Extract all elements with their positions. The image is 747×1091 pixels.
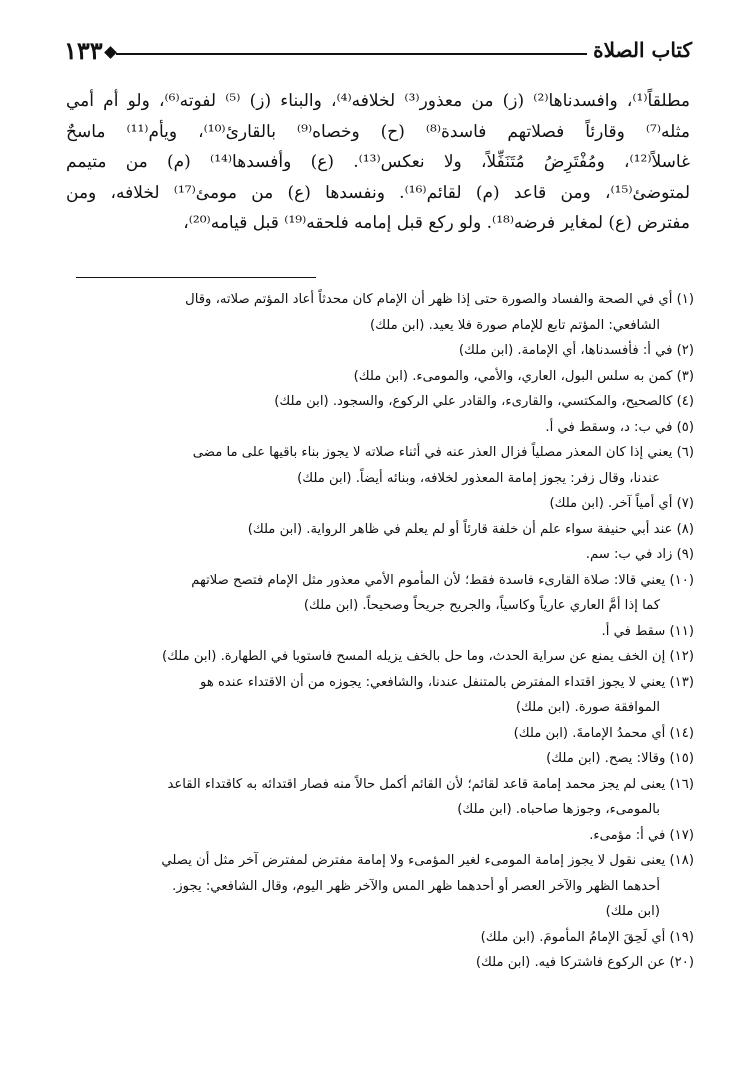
main-text-line: مفترض (ع) لمغاير فرضه⁽¹⁸⁾. ولو ركع قبل إمامه فلحقه⁽¹⁹⁾ قبل قيامه⁽²⁰⁾،	[183, 213, 690, 233]
footnote-3: (٣) كمن به سلس البول، العاري، والأمي، والمومىء. (ابن ملك)	[353, 368, 694, 384]
main-text-line: لمتوضئ⁽¹⁵⁾، ومن قاعد (م) لقائم⁽¹⁶⁾. ونفسدها (ع) من مومئ⁽¹⁷⁾ لخلافه، ومن	[66, 182, 690, 203]
page-header	[64, 36, 692, 66]
footnote-6: (٦) يعني إذا كان المعذر مصلياً فزال العذر عنه في أثناء صلاته لا يجوز بناء باقيها على ما مضى	[192, 445, 694, 460]
main-text-line: مثله⁽⁷⁾ وقارئاً فصلاتهم فاسدة⁽⁸⁾ (ح) وخصاه⁽⁹⁾ بالقارئ⁽¹⁰⁾، ويأم⁽¹¹⁾ ماسحٌ	[66, 121, 690, 142]
footnote-4: (٤) كالصحيح، والمكتسي، والقارىء، والقادر علي الركوع، والسجود. (ابن ملك)	[274, 394, 694, 409]
footnote-15: (١٥) وقالا: يصح. (ابن ملك)	[546, 751, 694, 766]
footnote-1-cont: الشافعي: المؤتم تابع للإمام صورة فلا يعيد. (ابن ملك)	[370, 317, 660, 333]
footnote-10: (١٠) يعني قالا: صلاة القارىء فاسدة فقط؛ لأن المأموم الأمي معذور مثل الإمام فتصح صلاتهم	[191, 572, 694, 588]
footnote-separator	[76, 277, 316, 278]
footnote-5: (٥) في ب: د، وسقط في أ.	[545, 419, 694, 435]
diamond-ornament-left-icon	[104, 46, 117, 59]
footnote-6-cont: عندنا، وقال زفر: يجوز إمامة المعذور لخلافه، وبنائه أيضاً. (ابن ملك)	[297, 470, 660, 486]
footnote-20: (٢٠) عن الركوع فاشتركا فيه. (ابن ملك)	[475, 955, 694, 970]
footnotes	[66, 287, 694, 976]
footnote-19: (١٩) أي لَحِقَ الإمامُ المأمومَ. (ابن ملك)	[480, 929, 694, 945]
footnote-17: (١٧) في أ: مؤمىء.	[589, 827, 694, 843]
header-rule	[116, 53, 640, 55]
footnote-8: (٨) عند أبي حنيفة سواء علم أن خلفة قارئاً أو لم يعلم في ظاهر الرواية. (ابن ملك)	[247, 521, 694, 537]
main-text-line: غاسلاً⁽¹²⁾، ومُفْتَرِضُ مُتَنَفِّلاً، ولا نعكس⁽¹³⁾. (ع) وأفسدها⁽¹⁴⁾ (م) من متيمم	[66, 152, 690, 172]
footnote-13: (١٣) يعني لا يجوز اقتداء المفترض بالمتنفل عندنا، والشافعي: يجوزه من أن الاقتداء عنده هو	[200, 674, 694, 690]
footnote-11: (١١) سقط في أ.	[601, 623, 694, 639]
footnote-9: (٩) زاد في ب: سم.	[585, 547, 694, 562]
footnote-18-cont: أحدهما الظهر والآخر العصر أو أحدهما ظهر المس والآخر ظهر اليوم، وقال الشافعي: يجوز.	[172, 878, 660, 894]
footnote-14: (١٤) أي محمدُ الإمامةَ. (ابن ملك)	[513, 725, 694, 741]
footnote-18-cont: (ابن ملك)	[605, 904, 660, 919]
page-number: ١٣٣	[64, 36, 103, 65]
footnote-13-cont: الموافقة صورة. (ابن ملك)	[515, 700, 660, 715]
footnote-16-cont: بالمومىء، وجوزها صاحباه. (ابن ملك)	[457, 802, 660, 817]
footnote-18: (١٨) يعنى نقول لا يجوز إمامة المومىء لغير المؤمىء ولا إمامة مفترض لمفترض آخر مثل أن يصلي	[161, 853, 694, 868]
book-title: كتاب الصلاة	[587, 38, 692, 62]
main-text	[66, 86, 690, 239]
footnote-16: (١٦) يعنى لم يجز محمد إمامة قاعد لقائم؛ لأن القائم أكمل حالاً منه فصار اقتدائه به كاقتداء القاعد	[167, 776, 694, 792]
main-text-line: مطلقاً⁽¹⁾، وافسدناها⁽²⁾ (ز) من معذور⁽³⁾ لخلافه⁽⁴⁾، والبناء (ز) ⁽⁵⁾ لفوته⁽⁶⁾، ولو أم أمي	[66, 91, 690, 111]
footnote-12: (١٢) إن الخف يمنع عن سراية الحدث، وما حل بالخف يزيله المسح فاستويا في الطهارة. (ابن ملك)	[162, 649, 694, 664]
footnote-7: (٧) أي أمياً آخر. (ابن ملك)	[549, 496, 694, 511]
footnote-2: (٢) في أ: فأفسدناها، أي الإمامة. (ابن ملك)	[458, 343, 694, 358]
footnote-10-cont: كما إذا أمَّ العاري عارياً وكاسياً، والجريح جريحاً وصحيحاً. (ابن ملك)	[303, 598, 660, 613]
footnote-1: (١) أي في الصحة والفساد والصورة حتى إذا ظهر أن الإمام كان محدثاً أعاد المؤتم صلاته، وقال	[185, 292, 694, 307]
